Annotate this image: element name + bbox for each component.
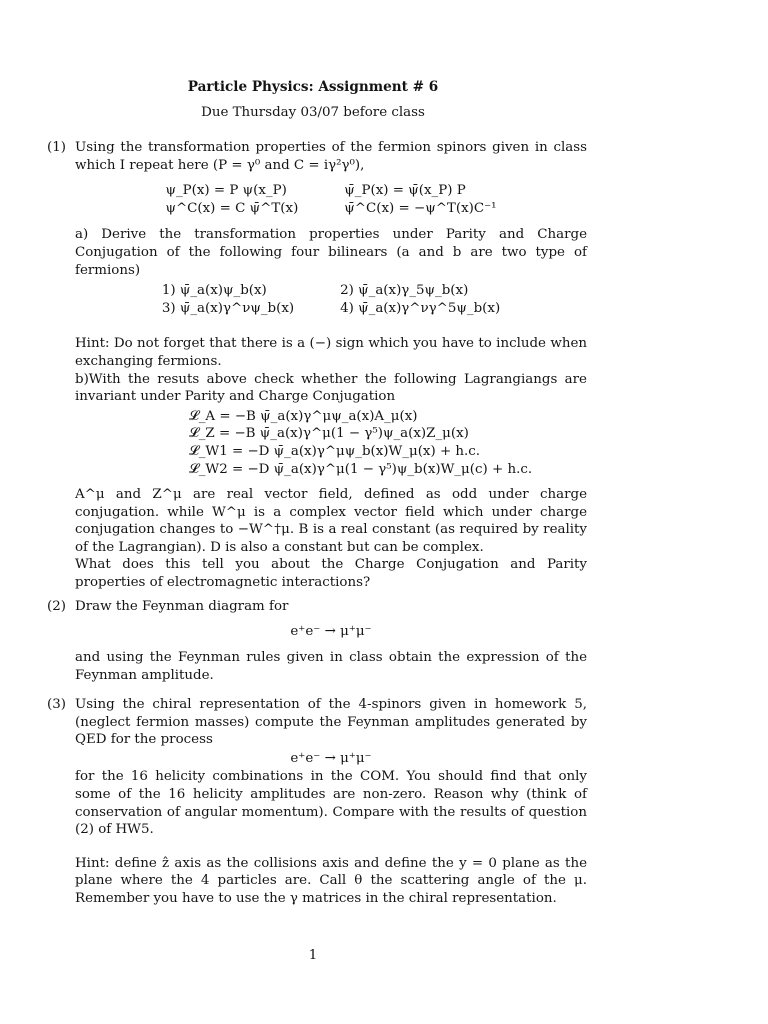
fields-note: A^μ and Z^μ are real vector field, defined as odd under charge conjugation. while W^μ is a complex vector field which under charge conjugation changes to −W^†μ. B is a real constant (as required by reality of the Lagrangian). D is also a constant but can be complex. [75, 487, 587, 555]
equation: ψ_P(x) = P ψ(x_P) [165, 183, 287, 199]
assignment-title: Particle Physics: Assignment # 6 [187, 79, 439, 95]
due-date: Due Thursday 03/07 before class [201, 105, 425, 120]
question-text: What does this tell you about the Charge Conjugation and Parity properties of electromagnetic interactions? [75, 557, 587, 591]
problem-number: (2) [47, 599, 66, 614]
problem-number: (1) [47, 140, 66, 155]
equation: ψ̄_P(x) = ψ̄(x_P) P [344, 183, 466, 199]
page-number: 1 [308, 948, 318, 963]
lagrangian: 𝓛_W1 = −D ψ̄_a(x)γ^μψ_b(x)W_μ(x) + h.c. [189, 443, 481, 459]
hint-text: Hint: define ẑ axis as the collisions axis and define the y = 0 plane as the plane where the 4 particles are. Call θ the scattering angle of the μ. Remember you have to use the γ matrices in the chiral representation. [75, 855, 587, 906]
problem-text: for the 16 helicity combinations in the COM. You should find that only some of the 16 helicity amplitudes are non-zero. Reason why (think of conservation of angular momentum). Compare with the results of question (2) of HW5. [75, 769, 587, 838]
process-equation: e⁺e⁻ → μ⁺μ⁻ [290, 623, 372, 639]
bilinear: 1) ψ̄_a(x)ψ_b(x) [161, 283, 267, 299]
hint-text: Hint: Do not forget that there is a (−) sign which you have to include when exchanging fermions. [75, 336, 587, 369]
equation: ψ^C(x) = C ψ̄^T(x) [165, 200, 299, 216]
problem-text: and using the Feynman rules given in class obtain the expression of the Feynman amplitude. [75, 650, 587, 683]
part-b-text: b)With the resuts above check whether the following Lagrangiangs are invariant under Parity and Charge Conjugation [75, 371, 587, 405]
bilinear: 4) ψ̄_a(x)γ^νγ^5ψ_b(x) [340, 300, 501, 316]
part-a-text: a) Derive the transformation properties under Parity and Charge Conjugation of the following four bilinears (a and b are two type of fermions) [75, 227, 587, 278]
problem-number: (3) [47, 697, 66, 712]
lagrangian: 𝓛_W2 = −D ψ̄_a(x)γ^μ(1 − γ⁵)ψ_b(x)W_μ(c) + h.c. [189, 461, 533, 477]
transform-equations [165, 182, 496, 217]
problem-intro: Using the chiral representation of the 4-spinors given in homework 5, (neglect fermion masses) compute the Feynman amplitudes generated by QED for the process [75, 697, 587, 748]
bilinear: 2) ψ̄_a(x)γ_5ψ_b(x) [340, 283, 469, 299]
lagrangian: 𝓛_A = −B ψ̄_a(x)γ^μψ_a(x)A_μ(x) [189, 408, 418, 424]
lagrangian: 𝓛_Z = −B ψ̄_a(x)γ^μ(1 − γ⁵)ψ_a(x)Z_μ(x) [189, 426, 469, 442]
lagrangians-list [75, 408, 587, 478]
problem-intro: Draw the Feynman diagram for [75, 599, 289, 614]
equation: ψ̄^C(x) = −ψ^T(x)C⁻¹ [344, 200, 497, 216]
process-equation: e⁺e⁻ → μ⁺μ⁻ [290, 750, 372, 766]
problem-intro: Using the transformation properties of the fermion spinors given in class which I repeat here (P = γ⁰ and C = iγ²γ⁰), [75, 140, 587, 173]
bilinears-list [162, 282, 500, 317]
bilinear: 3) ψ̄_a(x)γ^νψ_b(x) [161, 300, 295, 316]
